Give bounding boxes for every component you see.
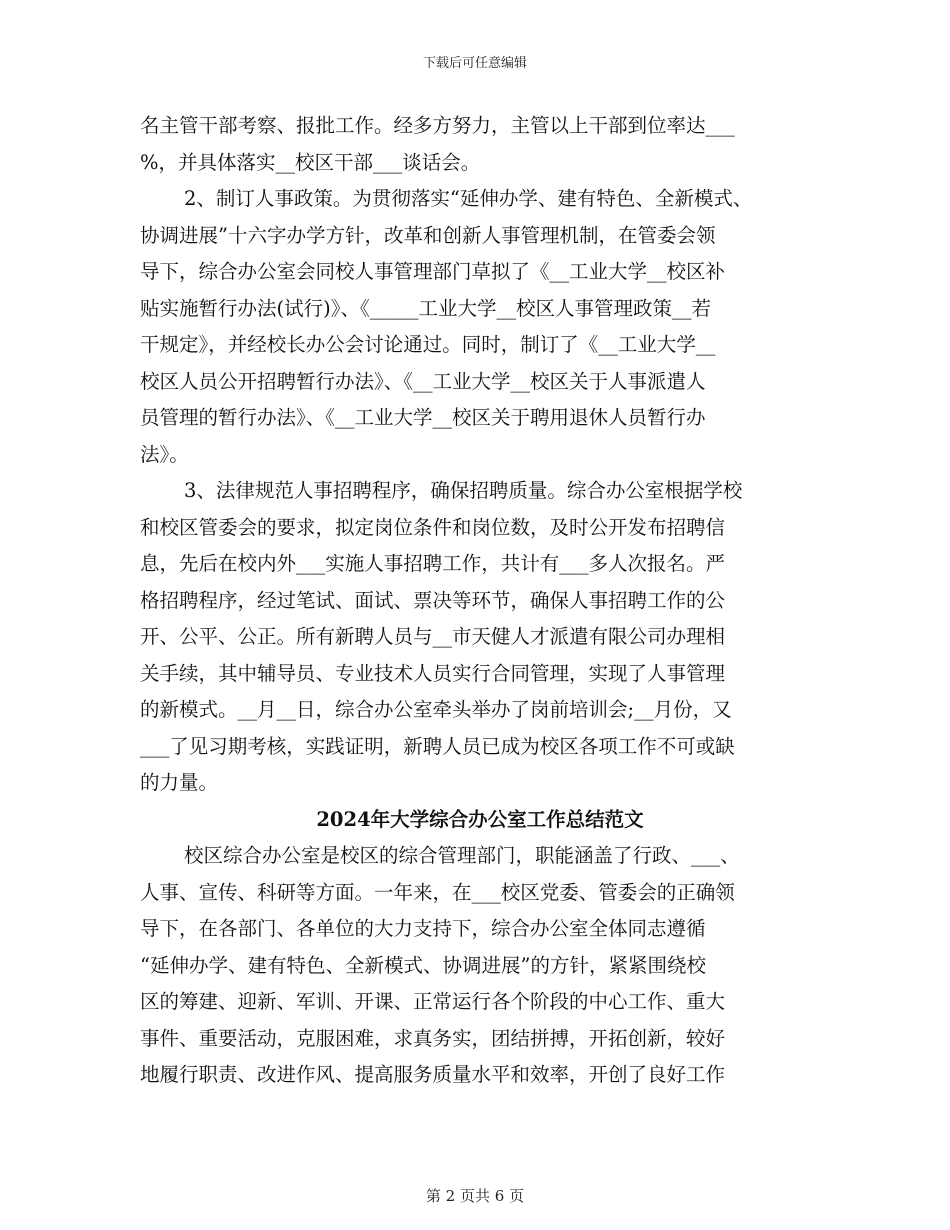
paragraph-line: 和校区管委会的要求，拟定岗位条件和岗位数，及时公开发布招聘信 xyxy=(140,515,726,539)
paragraph-line: 格招聘程序，经过笔试、面试、票决等环节，确保人事招聘工作的公 xyxy=(140,588,726,612)
paragraph-line: 开、公平、公正。所有新聘人员与__市天健人才派遣有限公司办理相 xyxy=(140,625,726,648)
paragraph-line: 地履行职责、改进作风、提高服务质量水平和效率，开创了良好工作 xyxy=(140,1063,726,1086)
paragraph-line: 区的筹建、迎新、军训、开课、正常运行各个阶段的中心工作、重大 xyxy=(140,990,726,1013)
paragraph-line: 人事、宣传、科研等方面。一年来，在___校区党委、管委会的正确领 xyxy=(140,880,735,904)
paragraph-line: 3、法律规范人事招聘程序，确保招聘质量。综合办公室根据学校 xyxy=(184,479,743,502)
page-header: 下载后可任意编辑 xyxy=(422,56,527,71)
paragraph-line: 贴实施暂行办法(试行)》、《_____工业大学__校区人事管理政策__若 xyxy=(140,296,711,320)
section-heading: 2024年大学综合办公室工作总结范文 xyxy=(316,807,644,831)
paragraph-line: 关手续，其中辅导员、专业技术人员实行合同管理，实现了人事管理 xyxy=(140,661,726,685)
paragraph-line: 校区人员公开招聘暂行办法》、《__工业大学__校区关于人事派遣人 xyxy=(140,369,706,393)
paragraph-line: 的力量。 xyxy=(140,771,219,794)
paragraph-line: 事件、重要活动，克服困难，求真务实，团结拼搏，开拓创新，较好 xyxy=(140,1026,726,1050)
paragraph-line: “延伸办学、建有特色、全新模式、协调进展”的方针，紧紧围绕校 xyxy=(140,953,706,977)
paragraph-line: 息，先后在校内外___实施人事招聘工作，共计有___多人次报名。严 xyxy=(140,552,726,575)
paragraph-line: 导下，在各部门、各单位的大力支持下，综合办公室全体同志遵循 xyxy=(140,917,706,940)
paragraph-line: 员管理的暂行办法》、《__工业大学__校区关于聘用退休人员暂行办 xyxy=(140,406,706,429)
paragraph-line: ___了见习期考核，实践证明，新聘人员已成为校区各项工作不可或缺 xyxy=(140,734,735,758)
paragraph-line: 2、制订人事政策。为贯彻落实“延伸办学、建有特色、全新模式、 xyxy=(184,187,753,210)
paragraph-line: 的新模式。__月__日，综合办公室牵头举办了岗前培训会;__月份，又 xyxy=(140,698,732,721)
page-footer: 第 2 页共 6 页 xyxy=(425,1187,525,1205)
paragraph-line: 法》。 xyxy=(140,442,189,466)
paragraph-line: %，并具体落实__校区干部___谈话会。 xyxy=(140,150,481,174)
paragraph-line: 干规定》，并经校长办公会讨论通过。同时，制订了《__工业大学__ xyxy=(140,333,716,356)
paragraph-line: 名主管干部考察、报批工作。经多方努力，主管以上干部到位率达___ xyxy=(140,114,735,137)
paragraph-line: 校区综合办公室是校区的综合管理部门，职能涵盖了行政、___、 xyxy=(184,844,740,867)
paragraph-line: 协调进展”十六字办学方针，改革和创新人事管理机制，在管委会领 xyxy=(140,223,716,247)
paragraph-line: 导下，综合办公室会同校人事管理部门草拟了《__工业大学__校区补 xyxy=(140,260,726,283)
document-body xyxy=(140,108,820,1094)
